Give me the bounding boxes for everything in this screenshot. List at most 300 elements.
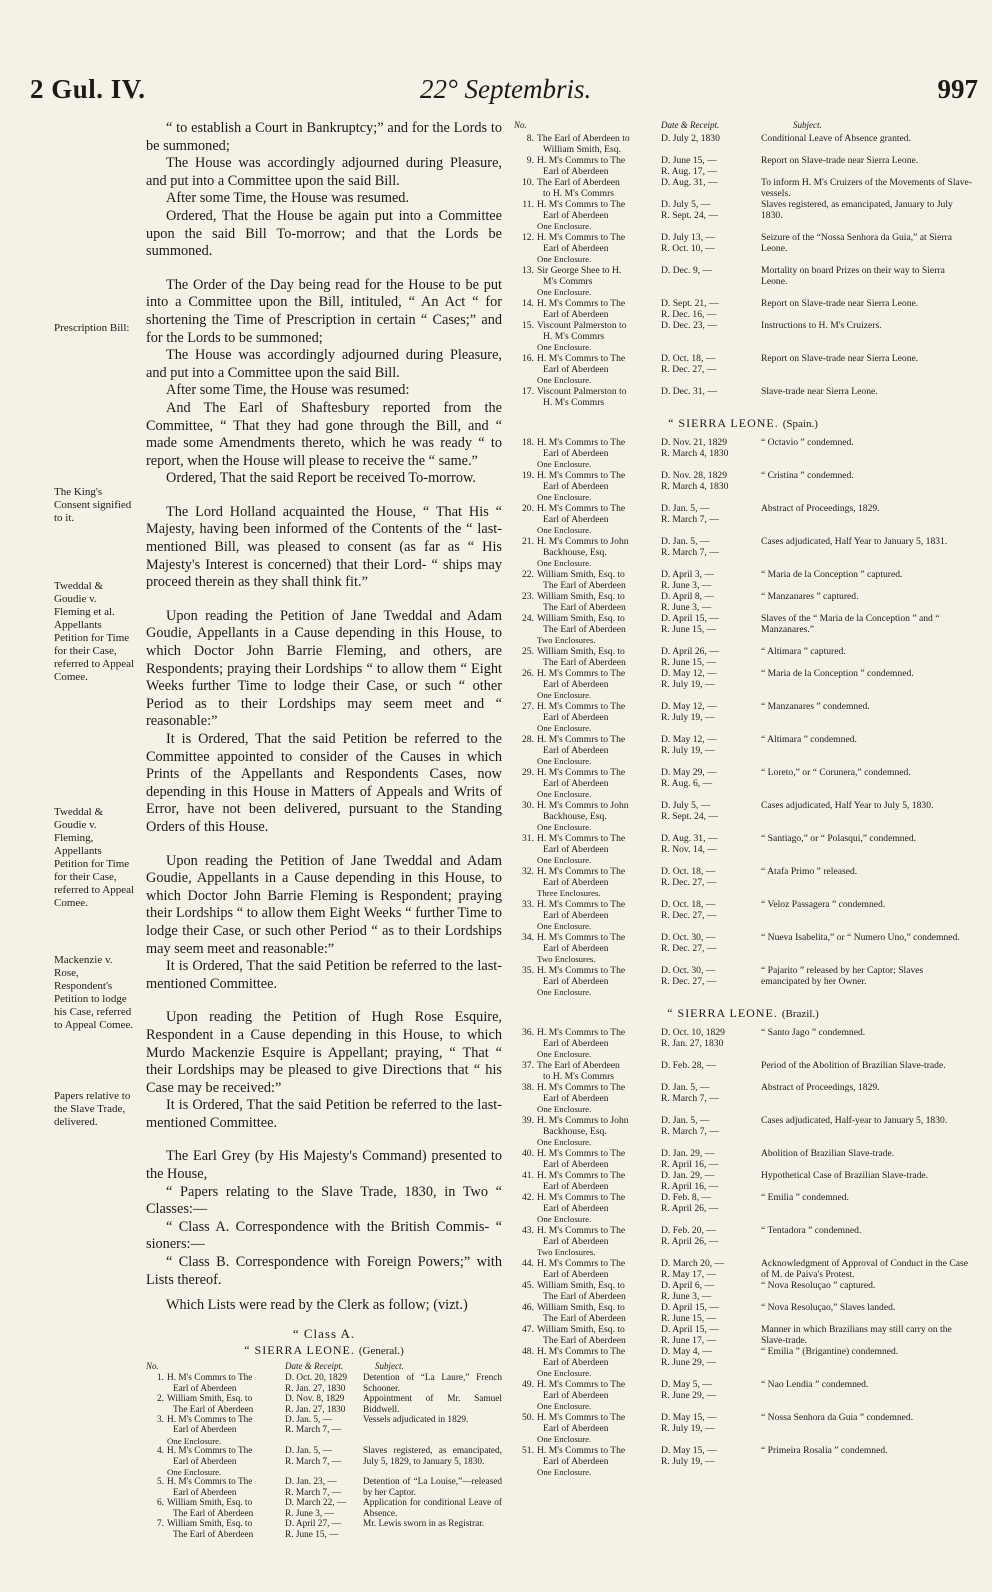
- entry-date: D. May 4, —: [661, 1346, 712, 1357]
- entry-from: H. M's Commrs to The: [537, 1346, 626, 1357]
- paragraph: Upon reading the Petition of Jane Tweddal and Adam Goudie, Appellants in a Cause depending in this House, to which Doctor John Barrie Fleming, and others, are Respondents; praying their Lordships “ to allow them “ Eight Weeks further Time to lodge their Case, or such “ other Period as to their Lordships may seem meet and “ reasonable:”: [146, 607, 502, 730]
- entry-to: The Earl of Aberdeen: [173, 1508, 254, 1519]
- enclosure-note: One Enclosure.: [537, 1049, 592, 1059]
- entry-number: 29.: [522, 767, 534, 778]
- entry-to: Earl of Aberdeen: [543, 745, 609, 756]
- entry-correspondents: [537, 1379, 661, 1401]
- entry-receipt: R. Sept. 24, —: [661, 210, 719, 221]
- enclosure-note: One Enclosure.: [537, 789, 592, 799]
- document-entry: [514, 1170, 972, 1192]
- entry-from: H. M's Commrs to The: [537, 965, 626, 976]
- entry-to: Earl of Aberdeen: [543, 1159, 609, 1170]
- entry-receipt: R. March 7, —: [285, 1456, 342, 1467]
- entry-date: D. July 13, —: [661, 232, 716, 243]
- entry-to: Earl of Aberdeen: [543, 943, 609, 954]
- entry-number: 17.: [522, 386, 534, 397]
- entry-subject: “ Atafa Primo ” released.: [761, 866, 858, 877]
- entry-date: D. Feb. 8, —: [661, 1192, 712, 1203]
- header-session: 2 Gul. IV.: [30, 74, 146, 104]
- entry-from: William Smith, Esq. to: [167, 1519, 253, 1530]
- entry-correspondents: [537, 155, 661, 177]
- enclosure-note: One Enclosure.: [537, 690, 592, 700]
- entry-to: Earl of Aberdeen: [543, 844, 609, 855]
- entry-subject: Mortality on board Prizes on their way to Sierra Leone.: [761, 265, 945, 287]
- entry-subject: Slave-trade near Sierra Leone.: [761, 386, 878, 397]
- entry-dates: [661, 1170, 753, 1192]
- entry-number: 23.: [522, 591, 534, 602]
- entry-number: 9.: [526, 155, 534, 166]
- entry-subject: Cases adjudicated, Half-year to January 5, 1830.: [761, 1115, 948, 1126]
- entry-dates: [661, 1324, 753, 1346]
- entry-receipt: R. March 7, —: [285, 1487, 342, 1498]
- entry-date: D. Oct. 18, —: [661, 866, 716, 877]
- entry-date: D. Jan. 5, —: [661, 503, 710, 514]
- document-entry: [514, 177, 972, 199]
- col-subject: Subject.: [793, 120, 822, 130]
- entry-receipt: R. March 4, 1830: [661, 448, 729, 459]
- entry-from: H. M's Commrs to The: [537, 734, 626, 745]
- document-list: [514, 437, 972, 998]
- entry-date: D. April 27, —: [285, 1519, 342, 1530]
- entry-to: Earl of Aberdeen: [543, 778, 609, 789]
- enclosure-note: One Enclosure.: [537, 254, 592, 264]
- entry-from: William Smith, Esq. to: [537, 1302, 625, 1313]
- entry-to: The Earl of Aberdeen: [543, 580, 626, 591]
- entry-correspondents: [167, 1415, 285, 1436]
- document-entry: [514, 1225, 972, 1247]
- entry-receipt: R. July 19, —: [661, 679, 715, 690]
- enclosure-note: One Enclosure.: [537, 287, 592, 297]
- enclosure-row: [514, 954, 972, 965]
- entry-number: 50.: [522, 1412, 534, 1423]
- margin-note: Mackenzie v. Rose, Respondent's Petition to lodge his Case, referred to Appeal Comee.: [54, 954, 134, 1031]
- entry-correspondents: [537, 1225, 661, 1247]
- entry-to: to H. M's Commrs: [543, 188, 615, 199]
- col-no: No.: [146, 1361, 159, 1371]
- entry-correspondents: [537, 932, 661, 954]
- entry-number: 40.: [522, 1148, 534, 1159]
- entry-subject: Conditional Leave of Absence granted.: [761, 133, 911, 144]
- enclosure-row: [514, 492, 972, 503]
- enclosure-row: [514, 1467, 972, 1478]
- entry-dates: [661, 1346, 753, 1368]
- document-entry: [514, 320, 972, 342]
- entry-from: H. M's Commrs to The: [537, 899, 626, 910]
- entry-subject: Seizure of the “Nossa Senhora da Guia,” at Sierra Leone.: [761, 232, 953, 254]
- section-note: (Brazil.): [781, 1008, 819, 1020]
- entry-date: D. Feb. 28, —: [661, 1060, 716, 1071]
- entry-dates: [661, 353, 753, 375]
- entry-from: William Smith, Esq. to: [167, 1394, 253, 1405]
- entry-dates: [661, 155, 753, 177]
- entry-to: Backhouse, Esq.: [543, 1126, 607, 1137]
- enclosure-note: One Enclosure.: [537, 375, 592, 385]
- entry-to: Earl of Aberdeen: [543, 1269, 609, 1280]
- entry-correspondents: [537, 1445, 661, 1467]
- document-entry: [514, 734, 972, 756]
- document-entry: [514, 899, 972, 921]
- entry-correspondents: [537, 1258, 661, 1280]
- entry-to: Backhouse, Esq.: [543, 547, 607, 558]
- entry-correspondents: [537, 1412, 661, 1434]
- entry-dates: [661, 470, 753, 492]
- enclosure-note: One Enclosure.: [537, 342, 592, 352]
- entry-date: D. May 15, —: [661, 1445, 717, 1456]
- entry-correspondents: [167, 1477, 285, 1498]
- entry-receipt: R. Aug. 17, —: [661, 166, 717, 177]
- entry-from: H. M's Commrs to The: [537, 232, 626, 243]
- entry-receipt: R. Nov. 14, —: [661, 844, 717, 855]
- entry-from: H. M's Commrs to The: [537, 199, 626, 210]
- paragraph: The House was accordingly adjourned during Pleasure, and put into a Committee upon the said Bill.: [146, 347, 502, 381]
- entry-date: D. May 5, —: [661, 1379, 712, 1390]
- entry-from: H. M's Commrs to The: [167, 1446, 253, 1457]
- entry-receipt: R. April 16, —: [661, 1181, 719, 1192]
- entry-correspondents: [537, 470, 661, 492]
- entry-subject: To inform H. M's Cruizers of the Movements of Slave-vessels.: [761, 177, 973, 199]
- enclosure-row: [514, 375, 972, 386]
- entry-number: 5.: [157, 1477, 164, 1488]
- paragraph: And The Earl of Shaftesbury reported from the Committee, “ That they had gone through the Bill, and “ made some Amendments thereto, which he was ready “ to report, when the House will please to receive the “ same.”: [146, 399, 502, 469]
- entry-from: H. M's Commrs to The: [537, 767, 626, 778]
- entry-number: 18.: [522, 437, 534, 448]
- document-entry: [514, 1115, 972, 1137]
- entry-number: 47.: [522, 1324, 534, 1335]
- entry-from: H. M's Commrs to The: [537, 1082, 626, 1093]
- entry-subject: “ Primeira Rosalia ” condemned.: [761, 1445, 888, 1456]
- enclosure-row: [514, 342, 972, 353]
- entry-receipt: R. July 19, —: [661, 1423, 715, 1434]
- entry-to: to H. M's Commrs: [543, 1071, 615, 1082]
- entry-receipt: R. June 3, —: [661, 580, 712, 591]
- entry-to: Earl of Aberdeen: [173, 1456, 237, 1467]
- entry-subject: Cases adjudicated, Half Year to July 5, 1830.: [761, 800, 934, 811]
- margin-note: Tweddal & Goudie v. Fleming, Appellants Petition for Time for their Case, referred to Appeal Comee.: [54, 806, 135, 909]
- margin-note: Papers relative to the Slave Trade, delivered.: [54, 1090, 131, 1128]
- entry-date: D. Oct. 18, —: [661, 899, 716, 910]
- entry-number: 21.: [522, 536, 534, 547]
- entry-to: Earl of Aberdeen: [543, 1181, 609, 1192]
- paragraph: After some Time, the House was resumed:: [166, 382, 410, 399]
- document-entry: [514, 646, 972, 668]
- entry-from: H. M's Commrs to The: [537, 668, 626, 679]
- entry-date: D. Nov. 21, 1829: [661, 437, 727, 448]
- enclosure-row: [514, 525, 972, 536]
- entry-from: H. M's Commrs to The: [537, 1148, 626, 1159]
- entry-subject: Mr. Lewis sworn in as Registrar.: [363, 1519, 485, 1530]
- entry-number: 10.: [522, 177, 534, 188]
- enclosure-note: One Enclosure.: [167, 1467, 222, 1478]
- entry-subject: “ Emilia ” condemned.: [761, 1192, 849, 1203]
- entry-receipt: R. June 15, —: [661, 624, 717, 635]
- margin-notes: [54, 0, 136, 1592]
- enclosure-note: One Enclosure.: [537, 1214, 592, 1224]
- entry-from: H. M's Commrs to The: [537, 437, 626, 448]
- right-column: [514, 120, 972, 1478]
- entry-date: D. Jan. 5, —: [661, 1115, 710, 1126]
- entry-correspondents: [537, 668, 661, 690]
- entry-receipt: R. Dec. 27, —: [661, 877, 717, 888]
- entry-number: 14.: [522, 298, 534, 309]
- entry-receipt: R. April 26, —: [661, 1203, 719, 1214]
- entry-receipt: R. April 26, —: [661, 1236, 719, 1247]
- entry-dates: [661, 800, 753, 822]
- entry-date: D. April 15, —: [661, 1302, 719, 1313]
- enclosure-note: One Enclosure.: [537, 525, 592, 535]
- entry-subject: Acknowledgment of Approval of Conduct in the Case of M. de Paiva's Protest.: [761, 1258, 969, 1280]
- entry-number: 33.: [522, 899, 534, 910]
- enclosure-note: One Enclosure.: [537, 1467, 592, 1477]
- entry-from: H. M's Commrs to The: [537, 298, 626, 309]
- entry-from: H. M's Commrs to The: [537, 503, 626, 514]
- entry-to: Earl of Aberdeen: [543, 1203, 609, 1214]
- section-title: “ SIERRA LEONE.: [668, 416, 779, 430]
- document-entry: [146, 1519, 502, 1540]
- entry-from: H. M's Commrs to The: [537, 155, 626, 166]
- enclosure-note: One Enclosure.: [537, 1137, 592, 1147]
- document-entry: [514, 1258, 972, 1280]
- entry-dates: [661, 1082, 753, 1104]
- document-entry: [514, 833, 972, 855]
- entry-to: The Earl of Aberdeen: [543, 1335, 626, 1346]
- entry-dates: [661, 646, 753, 668]
- entry-to: Earl of Aberdeen: [543, 243, 609, 254]
- entry-dates: [285, 1477, 355, 1498]
- entry-correspondents: [537, 437, 661, 459]
- entry-correspondents: [537, 1148, 661, 1170]
- enclosure-row: [514, 1214, 972, 1225]
- entry-subject: Instructions to H. M's Cruizers.: [761, 320, 882, 331]
- entry-receipt: R. Aug. 6, —: [661, 778, 713, 789]
- document-entry: [514, 353, 972, 375]
- enclosure-note: One Enclosure.: [537, 822, 592, 832]
- entry-correspondents: [537, 536, 661, 558]
- document-list: [146, 1361, 502, 1540]
- entry-dates: [661, 199, 753, 221]
- entry-to: Earl of Aberdeen: [543, 1236, 609, 1247]
- entry-dates: [661, 591, 753, 613]
- entry-subject: Abstract of Proceedings, 1829.: [761, 1082, 880, 1093]
- entry-from: H. M's Commrs to The: [537, 1258, 626, 1269]
- entry-dates: [661, 503, 753, 525]
- entry-date: D. April 15, —: [661, 1324, 719, 1335]
- entry-from: William Smith, Esq. to: [537, 1280, 625, 1291]
- entry-date: D. Oct. 20, 1829: [285, 1373, 347, 1384]
- enclosure-row: [514, 558, 972, 569]
- entry-number: 38.: [522, 1082, 534, 1093]
- enclosure-row: [514, 888, 972, 899]
- entry-to: The Earl of Aberdeen: [543, 1291, 626, 1302]
- document-entry: [146, 1415, 502, 1436]
- entry-number: 22.: [522, 569, 534, 580]
- entry-receipt: R. June 29, —: [661, 1357, 717, 1368]
- entry-dates: [661, 701, 753, 723]
- entry-number: 34.: [522, 932, 534, 943]
- entry-to: M's Commrs: [543, 276, 593, 287]
- enclosure-row: [514, 1247, 972, 1258]
- entry-receipt: R. Jan. 27, 1830: [285, 1404, 346, 1415]
- enclosure-note: One Enclosure.: [167, 1435, 222, 1446]
- document-entry: [514, 536, 972, 558]
- entry-receipt: R. Jan. 27, 1830: [285, 1383, 346, 1394]
- document-list: [514, 120, 972, 408]
- entry-number: 24.: [522, 613, 534, 624]
- entry-dates: [661, 265, 753, 287]
- entry-number: 11.: [522, 199, 534, 210]
- entry-from: H. M's Commrs to The: [537, 833, 626, 844]
- entry-subject: Slaves of the “ Maria de la Conception ” and “ Manzanares.”: [761, 613, 940, 635]
- entry-receipt: R. March 7, —: [661, 1126, 719, 1137]
- entry-to: The Earl of Aberdeen: [173, 1404, 254, 1415]
- entry-receipt: R. June 3, —: [661, 1291, 712, 1302]
- entry-correspondents: [537, 866, 661, 888]
- entry-date: D. April 15, —: [661, 613, 719, 624]
- enclosure-note: One Enclosure.: [537, 921, 592, 931]
- enclosure-row: [514, 690, 972, 701]
- entry-dates: [661, 833, 753, 855]
- entry-dates: [285, 1373, 355, 1394]
- entry-from: William Smith, Esq. to: [537, 591, 625, 602]
- entry-to: Earl of Aberdeen: [543, 364, 609, 375]
- entry-correspondents: [537, 1302, 661, 1324]
- entry-correspondents: [537, 734, 661, 756]
- entry-dates: [661, 1115, 753, 1137]
- entry-from: Viscount Palmerston to: [537, 386, 627, 397]
- entry-date: D. Feb. 20, —: [661, 1225, 716, 1236]
- entry-from: William Smith, Esq. to: [537, 1324, 625, 1335]
- entry-correspondents: [537, 833, 661, 855]
- entry-correspondents: [537, 353, 661, 375]
- section-note: (Spain.): [782, 418, 818, 430]
- entry-dates: [661, 899, 753, 921]
- entry-from: William Smith, Esq. to: [167, 1498, 253, 1509]
- document-entry: [514, 232, 972, 254]
- entry-number: 8.: [526, 133, 534, 144]
- entry-to: The Earl of Aberdeen: [543, 624, 626, 635]
- entry-from: H. M's Commrs to John: [537, 536, 629, 547]
- entry-to: Earl of Aberdeen: [543, 309, 609, 320]
- entry-receipt: R. June 3, —: [285, 1508, 334, 1519]
- enclosure-row: [514, 254, 972, 265]
- entry-subject: Hypothetical Case of Brazilian Slave-trade.: [761, 1170, 929, 1181]
- margin-note: The King's Consent signified to it.: [54, 486, 132, 524]
- entry-subject: “ Maria de la Conception ” captured.: [761, 569, 903, 580]
- entry-date: D. Aug. 31, —: [661, 833, 718, 844]
- entry-correspondents: [537, 613, 661, 635]
- entry-correspondents: [537, 646, 661, 668]
- entry-receipt: R. July 19, —: [661, 1456, 715, 1467]
- enclosure-note: One Enclosure.: [537, 1401, 592, 1411]
- entry-number: 13.: [522, 265, 534, 276]
- paragraph: The Lord Holland acquainted the House, “ That His “ Majesty, having been informed of the Contents of the “ last-mentioned Bill, was pleased to consent (as far as “ His Majesty's Interest is concerned) that their Lord- “ ships may proceed therein as they shall think fit.”: [146, 503, 502, 591]
- entry-correspondents: [537, 177, 661, 199]
- enclosure-row: [514, 1049, 972, 1060]
- entry-correspondents: [537, 298, 661, 320]
- paragraph: “ Class B. Correspondence with Foreign Powers;” with Lists thereof.: [146, 1254, 502, 1288]
- document-entry: [514, 199, 972, 221]
- entry-receipt: R. Oct. 10, —: [661, 243, 715, 254]
- entry-correspondents: [537, 1115, 661, 1137]
- entry-from: H. M's Commrs to John: [537, 800, 629, 811]
- entry-receipt: R. June 3, —: [661, 602, 712, 613]
- document-entry: [514, 265, 972, 287]
- entry-date: D. May 29, —: [661, 767, 717, 778]
- document-entry: [514, 1302, 972, 1324]
- entry-receipt: R. Dec. 27, —: [661, 943, 717, 954]
- entry-to: Earl of Aberdeen: [543, 1390, 609, 1401]
- entry-from: H. M's Commrs to The: [537, 701, 626, 712]
- entry-subject: Abstract of Proceedings, 1829.: [761, 503, 880, 514]
- page-number: 997: [937, 74, 978, 104]
- entry-to: Earl of Aberdeen: [543, 910, 609, 921]
- entry-correspondents: [537, 1060, 661, 1082]
- entry-receipt: R. March 4, 1830: [661, 481, 729, 492]
- enclosure-note: One Enclosure.: [537, 723, 592, 733]
- document-entry: [514, 800, 972, 822]
- entry-correspondents: [167, 1519, 285, 1540]
- enclosure-row: [514, 987, 972, 998]
- entry-dates: [661, 767, 753, 789]
- document-entry: [514, 767, 972, 789]
- enclosure-note: One Enclosure.: [537, 492, 592, 502]
- entry-subject: “ Santo Jago ” condemned.: [761, 1027, 866, 1038]
- entry-number: 25.: [522, 646, 534, 657]
- entry-subject: “ Octavio ” condemned.: [761, 437, 854, 448]
- entry-dates: [661, 232, 753, 254]
- entry-subject: “ Manzanares ” captured.: [761, 591, 859, 602]
- entry-to: Backhouse, Esq.: [543, 811, 607, 822]
- entry-from: H. M's Commrs to The: [537, 1379, 626, 1390]
- entry-to: H. M's Commrs: [543, 331, 605, 342]
- enclosure-note: Three Enclosures.: [537, 888, 601, 898]
- entry-from: H. M's Commrs to The: [537, 1225, 626, 1236]
- paragraph: It is Ordered, That the said Petition be referred to the last-mentioned Committee.: [146, 1097, 502, 1131]
- entry-from: H. M's Commrs to John: [537, 1115, 629, 1126]
- entry-to: Earl of Aberdeen: [173, 1425, 237, 1436]
- entry-date: D. April 8, —: [661, 591, 715, 602]
- entry-date: D. April 3, —: [661, 569, 715, 580]
- entry-date: D. Nov. 28, 1829: [661, 470, 727, 481]
- entry-to: Earl of Aberdeen: [543, 712, 609, 723]
- paragraph: The Order of the Day being read for the House to be put into a Committee upon the Bill, intituled, “ An Act “ for shortening the Time of Prescription in certain “ Cases;” and for the Lords to be summoned;: [146, 276, 502, 346]
- enclosure-row: [514, 1434, 972, 1445]
- document-entry: [146, 1373, 502, 1394]
- entry-dates: [661, 668, 753, 690]
- entry-number: 43.: [522, 1225, 534, 1236]
- entry-dates: [661, 1445, 753, 1467]
- entry-date: D. Oct. 10, 1829: [661, 1027, 725, 1038]
- entry-date: D. June 15, —: [661, 155, 717, 166]
- entry-to: Earl of Aberdeen: [543, 1456, 609, 1467]
- document-entry: [514, 569, 972, 591]
- enclosure-row: [514, 723, 972, 734]
- enclosure-row: [514, 855, 972, 866]
- header-date: 22° Septembris.: [420, 74, 592, 104]
- document-entry: [514, 1346, 972, 1368]
- document-entry: [514, 1412, 972, 1434]
- entry-to: Earl of Aberdeen: [543, 1357, 609, 1368]
- paragraph: After some Time, the House was resumed.: [166, 190, 410, 207]
- paragraph: Upon reading the Petition of Jane Tweddal and Adam Goudie, Appellants in a Cause depending in this House, to which Doctor John Barrie Fleming is Respondent; praying their Lordships “ to allow them Eight Weeks “ further Time to lodge their Case, or such other Period “ as to their Lordships may seem meet and reasonable:”: [146, 852, 502, 957]
- entry-number: 19.: [522, 470, 534, 481]
- entry-date: D. Nov. 8, 1829: [285, 1394, 345, 1405]
- entry-receipt: R. Sept. 24, —: [661, 811, 719, 822]
- entry-subject: “ Nao Lendia ” condemned.: [761, 1379, 869, 1390]
- entry-to: The Earl of Aberdeen: [543, 602, 626, 613]
- enclosure-note: One Enclosure.: [537, 987, 592, 997]
- entry-number: 20.: [522, 503, 534, 514]
- entry-number: 36.: [522, 1027, 534, 1038]
